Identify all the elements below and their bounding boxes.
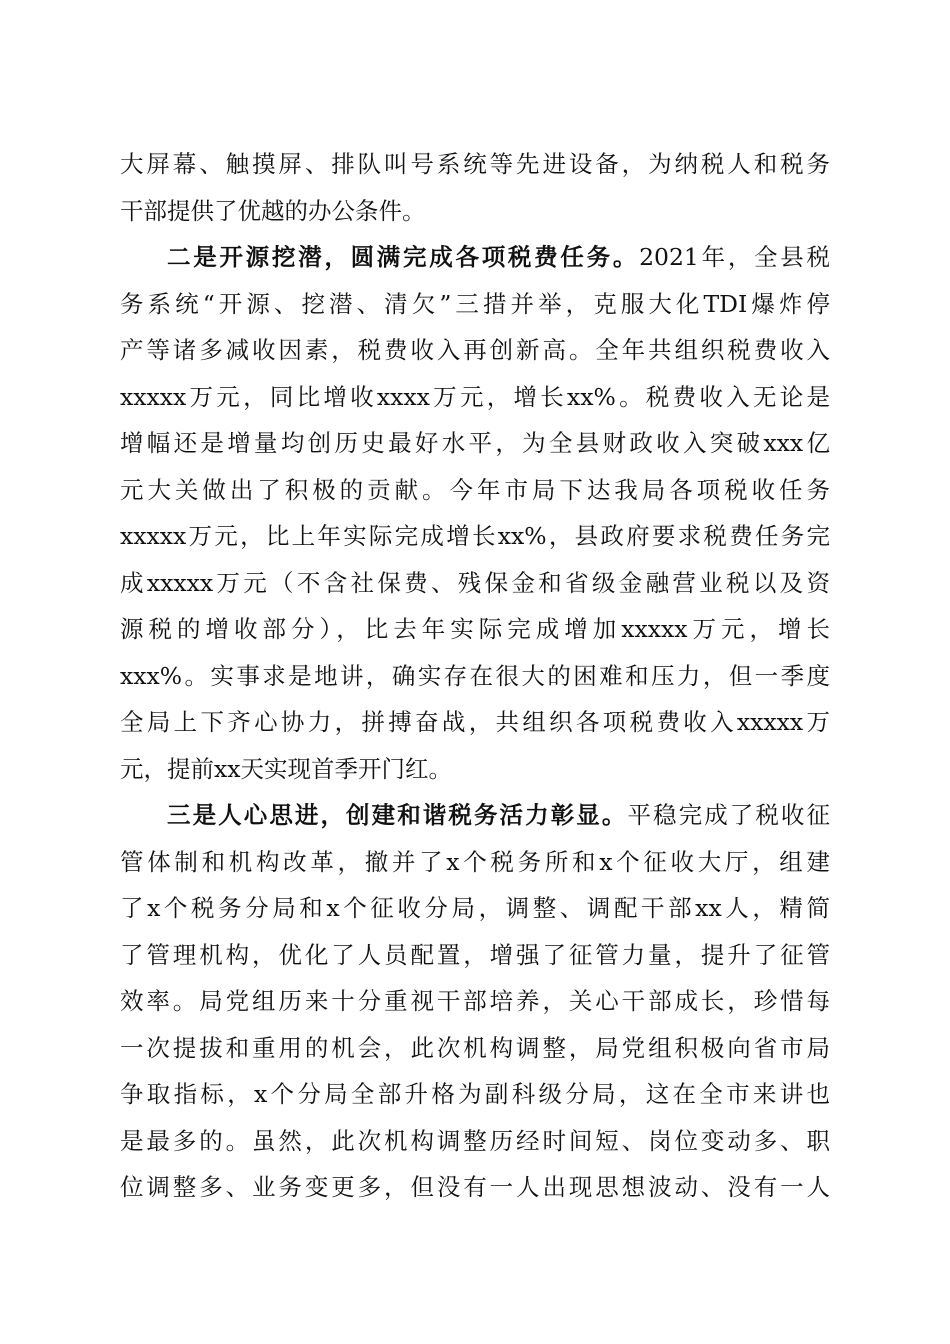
paragraph-3-line-3: 了x个税务分局和x个征收分局，调整、调配干部xx人，精简	[120, 894, 830, 922]
paragraph-1-line-1: 大屏幕、触摸屏、排队叫号系统等先进设备，为纳税人和税务	[120, 150, 830, 178]
document-body	[120, 141, 830, 1211]
paragraph-2-first-line	[120, 234, 830, 281]
paragraph-2-line-9: 源税的增收部分），比去年实际完成增加xxxxx万元，增长	[120, 615, 830, 643]
paragraph-3-line-2: 管体制和机构改革，撤并了x个税务所和x个征收大厅，组建	[120, 847, 830, 876]
paragraph-3-line-1-text: 平稳完成了税收征	[627, 801, 830, 829]
paragraph-2-line-8: 成xxxxx万元（不含社保费、残保金和省级金融营业税以及资	[120, 568, 830, 597]
paragraph-2-heading: 二是开源挖潜，圆满完成各项税费任务。	[167, 243, 640, 271]
paragraph-3-line-5: 效率。局党组历来十分重视干部培养，关心干部成长，珍惜每	[120, 987, 830, 1015]
paragraph-3-line-4: 了管理机构，优化了人员配置，增强了征管力量，提升了征管	[120, 940, 830, 969]
paragraph-2-line-5: 增幅还是增量均创历史最好水平，为全县财政收入突破xxx亿	[120, 429, 830, 457]
paragraph-2-line-2: 务系统“开源、挖潜、清欠”三措并举，克服大化TDI爆炸停	[120, 289, 830, 318]
paragraph-3-line-6: 一次提拔和重用的机会，此次机构调整，局党组积极向省市局	[120, 1033, 830, 1062]
paragraph-2-line-10: xxx%。实事求是地讲，确实存在很大的困难和压力，但一季度	[120, 661, 830, 690]
paragraph-3-line-7: 争取指标，x个分局全部升格为副科级分局，这在全市来讲也	[120, 1080, 830, 1108]
paragraph-2-line-1-text: 2021年，全县税	[639, 243, 830, 271]
paragraph-3-first-line	[120, 792, 830, 839]
paragraph-2-line-12: 元，提前xx天实现首季开门红。	[120, 754, 453, 783]
paragraph-3-heading: 三是人心思进，创建和谐税务活力彰显。	[167, 801, 628, 829]
paragraph-1-line-2: 干部提供了优越的办公条件。	[120, 196, 426, 225]
paragraph-2-line-4: xxxxx万元，同比增收xxxx万元，增长xx%。税费收入无论是	[120, 382, 830, 411]
paragraph-2-line-7: xxxxx万元，比上年实际完成增长xx%，县政府要求税费任务完	[120, 522, 830, 550]
paragraph-2-line-6: 元大关做出了积极的贡献。今年市局下达我局各项税收任务	[120, 475, 830, 504]
paragraph-2-line-3: 产等诸多减收因素，税费收入再创新高。全年共组织税费收入	[120, 336, 830, 364]
paragraph-2-line-11: 全局上下齐心协力，拼搏奋战，共组织各项税费收入xxxxx万	[120, 708, 830, 736]
paragraph-3-line-8: 是最多的。虽然，此次机构调整历经时间短、岗位变动多、职	[120, 1126, 830, 1155]
paragraph-3-line-9: 位调整多、业务变更多，但没有一人出现思想波动、没有一人	[120, 1173, 830, 1201]
